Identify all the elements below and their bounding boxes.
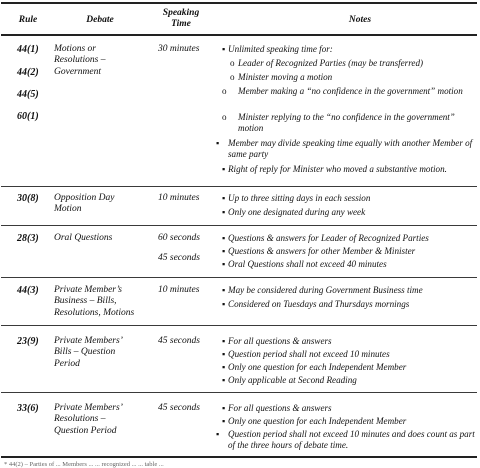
row-divider xyxy=(1,225,477,226)
note-text: Only applicable at Second Reading xyxy=(228,375,357,385)
header-notes: Notes xyxy=(348,15,372,25)
note-item xyxy=(222,164,478,175)
note-item xyxy=(222,349,478,360)
note-item xyxy=(222,285,478,296)
note-item xyxy=(216,138,480,159)
speaking-time: 45 seconds xyxy=(158,253,200,263)
note-text: Leader of Recognized Parties (may be transferred) xyxy=(238,58,424,68)
note-text: Only one question for each Independent Member xyxy=(228,416,407,426)
note-item xyxy=(222,44,478,55)
note-item xyxy=(222,362,478,373)
speaking-time: 10 minutes xyxy=(158,193,200,203)
note-text: Questions & answers for other Member & Minister xyxy=(228,246,416,256)
bullet-icon: ▪ xyxy=(222,299,226,309)
speaking-time: 10 minutes xyxy=(158,285,200,295)
header-rule: Rule xyxy=(18,15,38,25)
note-item xyxy=(222,403,478,414)
debate-type: Private Members’ Resolutions – Question Period xyxy=(54,403,123,436)
note-text: Oral Questions shall not exceed 40 minutes xyxy=(228,259,387,269)
note-item xyxy=(216,429,480,450)
note-text: For all questions & answers xyxy=(228,403,332,413)
row-divider xyxy=(1,392,477,393)
note-subitem xyxy=(222,86,476,97)
note-item xyxy=(222,416,478,427)
rule-number: 30(8) xyxy=(17,193,39,204)
circle-bullet-icon: o xyxy=(222,112,227,122)
note-text: Question period shall not exceed 10 minutes and does count as part of the three hours of debate time. xyxy=(228,429,475,450)
bullet-icon: ▪ xyxy=(222,259,226,269)
bullet-icon: ▪ xyxy=(222,207,226,217)
note-item xyxy=(222,193,478,204)
note-item xyxy=(222,299,478,310)
note-text: May be considered during Government Business time xyxy=(228,285,423,295)
debate-type: Private Members’ Bills – Question Period xyxy=(54,336,123,369)
note-text: Minister replying to the “no confidence in the government” motion xyxy=(238,112,455,133)
note-text: Considered on Tuesdays and Thursdays mornings xyxy=(228,299,410,309)
note-item xyxy=(222,246,478,257)
rule-number: 60(1) xyxy=(17,111,39,122)
footnote: * 44(2) – Parties of ... Members ... ... recognized ... ... table ... xyxy=(4,461,164,468)
bullet-icon: ▪ xyxy=(216,429,220,439)
note-text: Right of reply for Minister who moved a substantive motion. xyxy=(228,164,447,174)
note-subitem xyxy=(222,112,476,133)
row-divider xyxy=(1,325,477,326)
rule-number: 44(5) xyxy=(17,89,39,100)
note-item xyxy=(222,259,478,270)
row-divider xyxy=(1,186,477,187)
header-debate: Debate xyxy=(86,15,114,25)
speaking-time: 45 seconds xyxy=(158,403,200,413)
circle-bullet-icon: o xyxy=(222,86,227,96)
table-top-rule xyxy=(1,2,477,4)
bullet-icon: ▪ xyxy=(222,375,226,385)
debate-type: Motions or Resolutions – Government xyxy=(54,44,106,77)
rule-number: 28(3) xyxy=(17,233,39,244)
bullet-icon: ▪ xyxy=(222,403,226,413)
debate-type: Opposition Day Motion xyxy=(54,193,115,215)
circle-bullet-icon: o xyxy=(230,72,235,82)
note-item xyxy=(222,207,478,218)
note-item xyxy=(222,375,478,386)
note-text: Questions & answers for Leader of Recognized Parties xyxy=(228,233,429,243)
note-subitem xyxy=(230,58,468,69)
speaking-time: 45 seconds xyxy=(158,336,200,346)
note-subitem xyxy=(230,72,468,83)
note-text: Member may divide speaking time equally with another Member of same party xyxy=(228,138,473,159)
speaking-time: 30 minutes xyxy=(158,44,200,54)
header-speaking-time: Speaking Time xyxy=(162,8,200,29)
note-text: Only one designated during any week xyxy=(228,207,366,217)
bullet-icon: ▪ xyxy=(222,349,226,359)
rule-number: 23(9) xyxy=(17,336,39,347)
note-text: Member making a “no confidence in the government” motion xyxy=(238,86,463,96)
circle-bullet-icon: o xyxy=(230,58,235,68)
bullet-icon: ▪ xyxy=(222,362,226,372)
note-text: Unlimited speaking time for: xyxy=(228,44,333,54)
rule-number: 44(2) xyxy=(17,67,39,78)
bullet-icon: ▪ xyxy=(222,416,226,426)
bullet-icon: ▪ xyxy=(222,164,226,174)
table-bottom-rule xyxy=(1,456,477,458)
note-text: Only one question for each Independent Member xyxy=(228,362,407,372)
note-text: Up to three sitting days in each session xyxy=(228,193,371,203)
note-text: Minister moving a motion xyxy=(238,72,333,82)
note-item xyxy=(222,336,478,347)
debate-type: Oral Questions xyxy=(54,233,113,243)
bullet-icon: ▪ xyxy=(222,193,226,203)
speaking-time: 60 seconds xyxy=(158,233,200,243)
bullet-icon: ▪ xyxy=(222,246,226,256)
bullet-icon: ▪ xyxy=(222,233,226,243)
bullet-icon: ▪ xyxy=(222,44,226,54)
note-text: For all questions & answers xyxy=(228,336,332,346)
rule-number: 33(6) xyxy=(17,403,39,414)
header-bottom-rule xyxy=(1,34,477,36)
bullet-icon: ▪ xyxy=(222,336,226,346)
bullet-icon: ▪ xyxy=(222,285,226,295)
row-divider xyxy=(1,277,477,278)
debate-type: Private Member’s Business – Bills, Resolutions, Motions xyxy=(54,285,135,318)
rule-number: 44(3) xyxy=(17,285,39,296)
note-text: Question period shall not exceed 10 minutes xyxy=(228,349,390,359)
rule-number: 44(1) xyxy=(17,44,39,55)
note-item xyxy=(222,233,478,244)
bullet-icon: ▪ xyxy=(216,138,220,148)
